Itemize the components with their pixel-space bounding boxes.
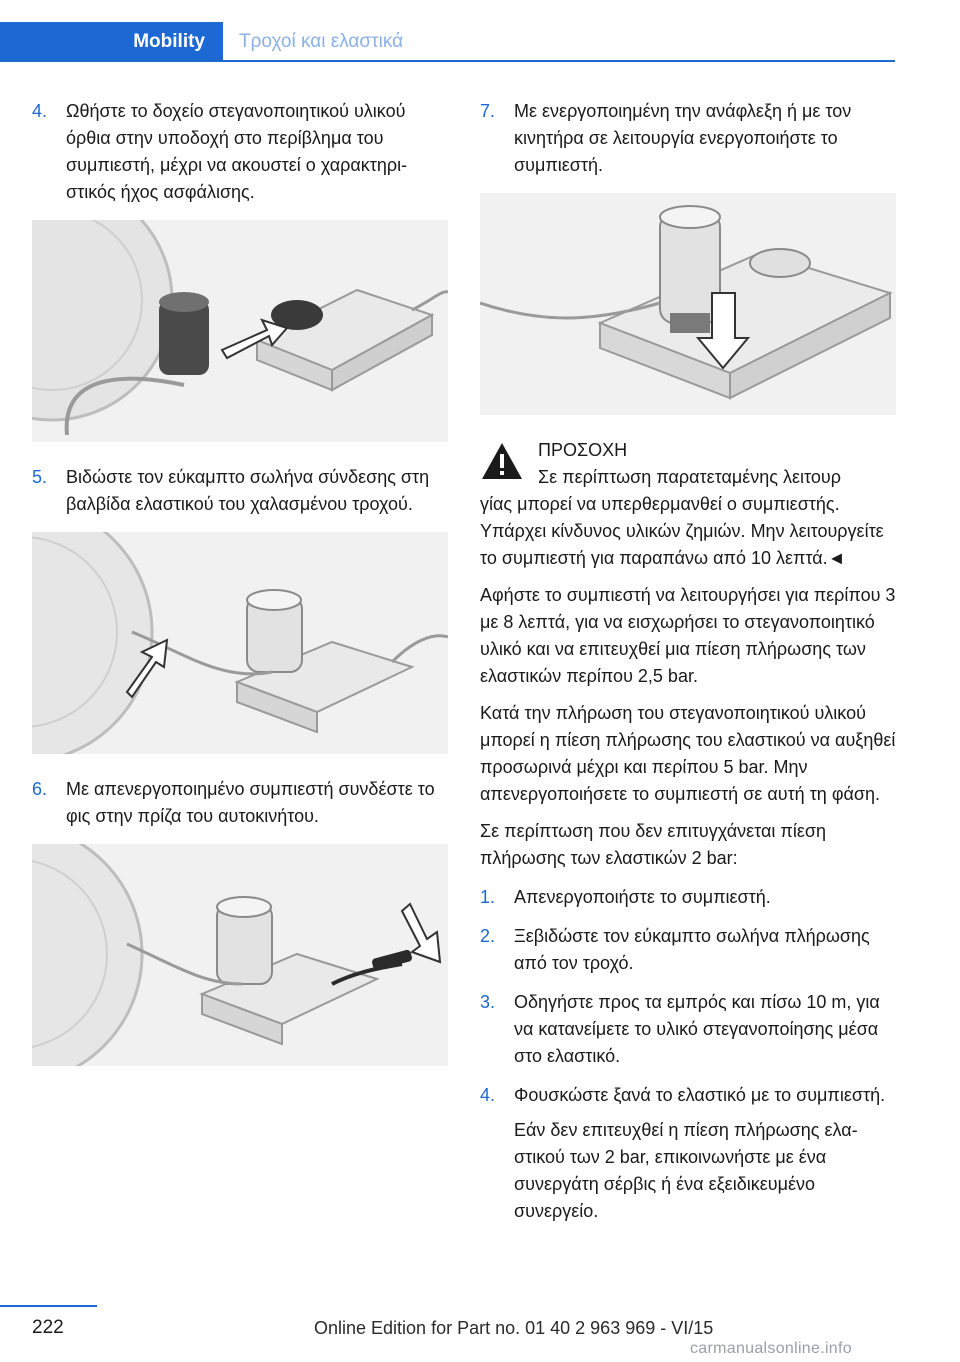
step-text: Οδηγήστε προς τα εμπρός και πίσω 10 m, για να κατανείμετε το υλικό στεγανοποίησης μέσα στο ελαστικό. (514, 992, 880, 1066)
substep-4-text: Φουσκώστε ξανά το ελαστικό με το συμπιεστή. (514, 1085, 886, 1105)
figure-connect-hose-to-valve (32, 532, 448, 754)
step-number: 7. (480, 101, 496, 121)
page-number: 222 (32, 1317, 64, 1338)
step-number: 5. (32, 467, 48, 487)
paragraph-pressure-increase: Κατά την πλήρωση του στεγανοποιητικού υλικού μπορεί η πίεση πλήρωσης του ελαστικού να αυξηθεί προσωρινά μέχρι και περίπου 5 bar. Μην απενεργοποιήσετε το συμπιεστή σε αυτή τη φάση. (480, 703, 896, 804)
step-number: 4. (480, 1085, 496, 1105)
substep-3 (480, 989, 896, 1070)
paragraph-pressure-not-reached: Σε περίπτωση που δεν επιτυγχάνεται πίεση πλήρωσης των ελαστικών 2 bar: (480, 821, 826, 868)
warning-heading: ΠΡΟΣΟΧΗ (538, 440, 628, 460)
warning-triangle-icon (480, 441, 524, 481)
step-7 (480, 98, 896, 179)
step-text: Ωθήστε το δοχείο στεγανοποιητικού υλικού όρθια στην υποδοχή στο περίβλημα του συμπιεστή, μέχρι να ακουστεί ο χαρακτηριστικός ήχος ασφάλισης. (66, 101, 408, 202)
step-text (514, 1082, 896, 1225)
step-number: 2. (480, 926, 496, 946)
left-column (32, 98, 448, 1088)
step-number: 6. (32, 779, 48, 799)
paragraph-run-compressor: Αφήστε το συμπιεστή να λειτουργήσει για περίπου 3 με 8 λεπτά, για να εισχωρήσει το στεγανοποιητικό υλικό και να επιτευχθεί μια πίεση πλήρωσης των ελαστικών περίπου 2,5 bar. (480, 585, 896, 686)
right-column (480, 98, 896, 1237)
figure-plug-into-socket (32, 844, 448, 1066)
step-text: Απενεργοποιήστε το συμπιεστή. (514, 887, 771, 907)
step-6 (32, 776, 448, 830)
step-text: Με ενεργοποιημένη την ανάφλεξη ή με τον κινητήρα σε λειτουργία ενεργοποιήστε το συμπιεστή. (514, 101, 852, 175)
warning-box (480, 437, 896, 572)
step-number: 1. (480, 887, 496, 907)
step-text: Ξεβιδώστε τον εύκαμπτο σωλήνα πλήρωσης από τον τροχό. (514, 926, 870, 973)
substep-2 (480, 923, 896, 977)
chapter-tab-mobility[interactable]: Mobility (0, 22, 223, 62)
footer-edition: Online Edition for Part no. 01 40 2 963 969 - VI/15 (314, 1318, 714, 1338)
page-header (0, 0, 895, 62)
substep-1 (480, 884, 896, 911)
step-4 (32, 98, 448, 206)
step-number: 3. (480, 992, 496, 1012)
header-rule (223, 60, 895, 62)
warning-text: γίας μπορεί να υπερθερμανθεί ο συμπιεστής. Υπάρχει κίνδυνος υλικών ζημιών. Μην λειτουργείτε το συμπιεστή για παραπάνω από 10 λεπτά.◄ (480, 494, 884, 568)
footer-rule (0, 1305, 97, 1307)
step-number: 4. (32, 101, 48, 121)
step-text: Με απενεργοποιημένο συμπιεστή συνδέστε το φις στην πρίζα του αυτοκινήτου. (66, 779, 435, 826)
substep-list (480, 884, 896, 1225)
section-tab-wheels-tires[interactable]: Τροχοί και ελαστικά (239, 31, 404, 52)
step-5 (32, 464, 448, 518)
warning-text-first-line: Σε περίπτωση παρατεταμένης λειτουρ (538, 467, 841, 487)
step-text: Βιδώστε τον εύκαμπτο σωλήνα σύνδεσης στη βαλβίδα ελαστικού του χαλασμένου τροχού. (66, 467, 430, 514)
substep-4 (480, 1082, 896, 1225)
watermark[interactable]: carmanualsonline.info (690, 1340, 852, 1357)
substep-4-extra: Εάν δεν επιτευχθεί η πίεση πλήρωσης ελαστικού των 2 bar, επικοινωνήστε με ένα συνεργάτη σέρβις ή ένα εξειδικευμένο συνεργείο. (514, 1120, 858, 1221)
figure-insert-sealant-bottle (32, 220, 448, 442)
figure-switch-on-compressor (480, 193, 896, 415)
